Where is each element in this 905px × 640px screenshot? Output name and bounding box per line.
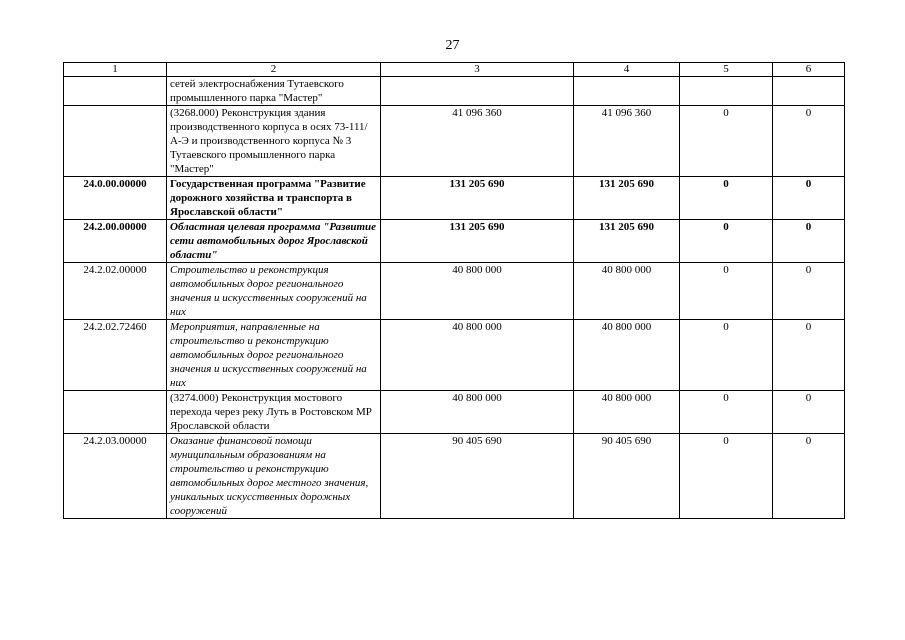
column-header: 6 (773, 63, 845, 77)
row-code (64, 106, 167, 177)
table-row (64, 434, 845, 519)
row-col3: 40 800 000 (381, 320, 574, 391)
row-name: сетей электроснабжения Тутаевского промышленного парка "Мастер" (167, 77, 381, 106)
row-name: Строительство и реконструкция автомобильных дорог регионального значения и искусственных сооружений на них (167, 263, 381, 320)
table-row (64, 177, 845, 220)
row-col6: 0 (773, 263, 845, 320)
column-header: 1 (64, 63, 167, 77)
row-col6: 0 (773, 391, 845, 434)
table-row (64, 391, 845, 434)
column-header: 4 (574, 63, 680, 77)
budget-table (63, 62, 845, 519)
row-col3: 90 405 690 (381, 434, 574, 519)
column-header: 3 (381, 63, 574, 77)
row-col3: 131 205 690 (381, 177, 574, 220)
row-col5: 0 (680, 177, 773, 220)
table-row (64, 77, 845, 106)
row-col3: 41 096 360 (381, 106, 574, 177)
column-header: 2 (167, 63, 381, 77)
row-code: 24.2.02.72460 (64, 320, 167, 391)
row-col6: 0 (773, 220, 845, 263)
row-col5: 0 (680, 220, 773, 263)
row-code (64, 77, 167, 106)
row-col5: 0 (680, 320, 773, 391)
table-header-row (64, 63, 845, 77)
row-col5: 0 (680, 391, 773, 434)
row-code (64, 391, 167, 434)
row-col3 (381, 77, 574, 106)
row-col4: 40 800 000 (574, 391, 680, 434)
row-code: 24.0.00.00000 (64, 177, 167, 220)
row-name: Государственная программа "Развитие дорожного хозяйства и транспорта в Ярославской области" (167, 177, 381, 220)
row-col3: 40 800 000 (381, 391, 574, 434)
row-col4: 131 205 690 (574, 177, 680, 220)
row-col4: 40 800 000 (574, 263, 680, 320)
page-number: 27 (445, 38, 460, 53)
row-name: Областная целевая программа "Развитие сети автомобильных дорог Ярославской области" (167, 220, 381, 263)
table-row (64, 106, 845, 177)
row-code: 24.2.02.00000 (64, 263, 167, 320)
row-code: 24.2.03.00000 (64, 434, 167, 519)
row-code: 24.2.00.00000 (64, 220, 167, 263)
row-col6: 0 (773, 434, 845, 519)
row-col4: 90 405 690 (574, 434, 680, 519)
row-col3: 131 205 690 (381, 220, 574, 263)
row-name: Оказание финансовой помощи муниципальным образованиям на строительство и реконструкцию автомобильных дорог местного значения, уникальных искусственных дорожных сооружений (167, 434, 381, 519)
row-col3: 40 800 000 (381, 263, 574, 320)
row-col6: 0 (773, 177, 845, 220)
row-col5: 0 (680, 263, 773, 320)
table-row (64, 220, 845, 263)
column-header: 5 (680, 63, 773, 77)
row-col4: 40 800 000 (574, 320, 680, 391)
row-name: (3268.000) Реконструкция здания производственного корпуса в осях 73-111/А-Э и производственного корпуса № 3 Тутаевского промышленного парка "Мастер" (167, 106, 381, 177)
row-col6: 0 (773, 320, 845, 391)
row-name: Мероприятия, направленные на строительство и реконструкцию автомобильных дорог регионального значения и искусственных сооружений на них (167, 320, 381, 391)
row-col6: 0 (773, 106, 845, 177)
row-col6 (773, 77, 845, 106)
row-name: (3274.000) Реконструкция мостового перехода через реку Луть в Ростовском МР Ярославской области (167, 391, 381, 434)
row-col4 (574, 77, 680, 106)
table-row (64, 263, 845, 320)
row-col5 (680, 77, 773, 106)
row-col4: 41 096 360 (574, 106, 680, 177)
row-col5: 0 (680, 434, 773, 519)
table-row (64, 320, 845, 391)
row-col4: 131 205 690 (574, 220, 680, 263)
row-col5: 0 (680, 106, 773, 177)
